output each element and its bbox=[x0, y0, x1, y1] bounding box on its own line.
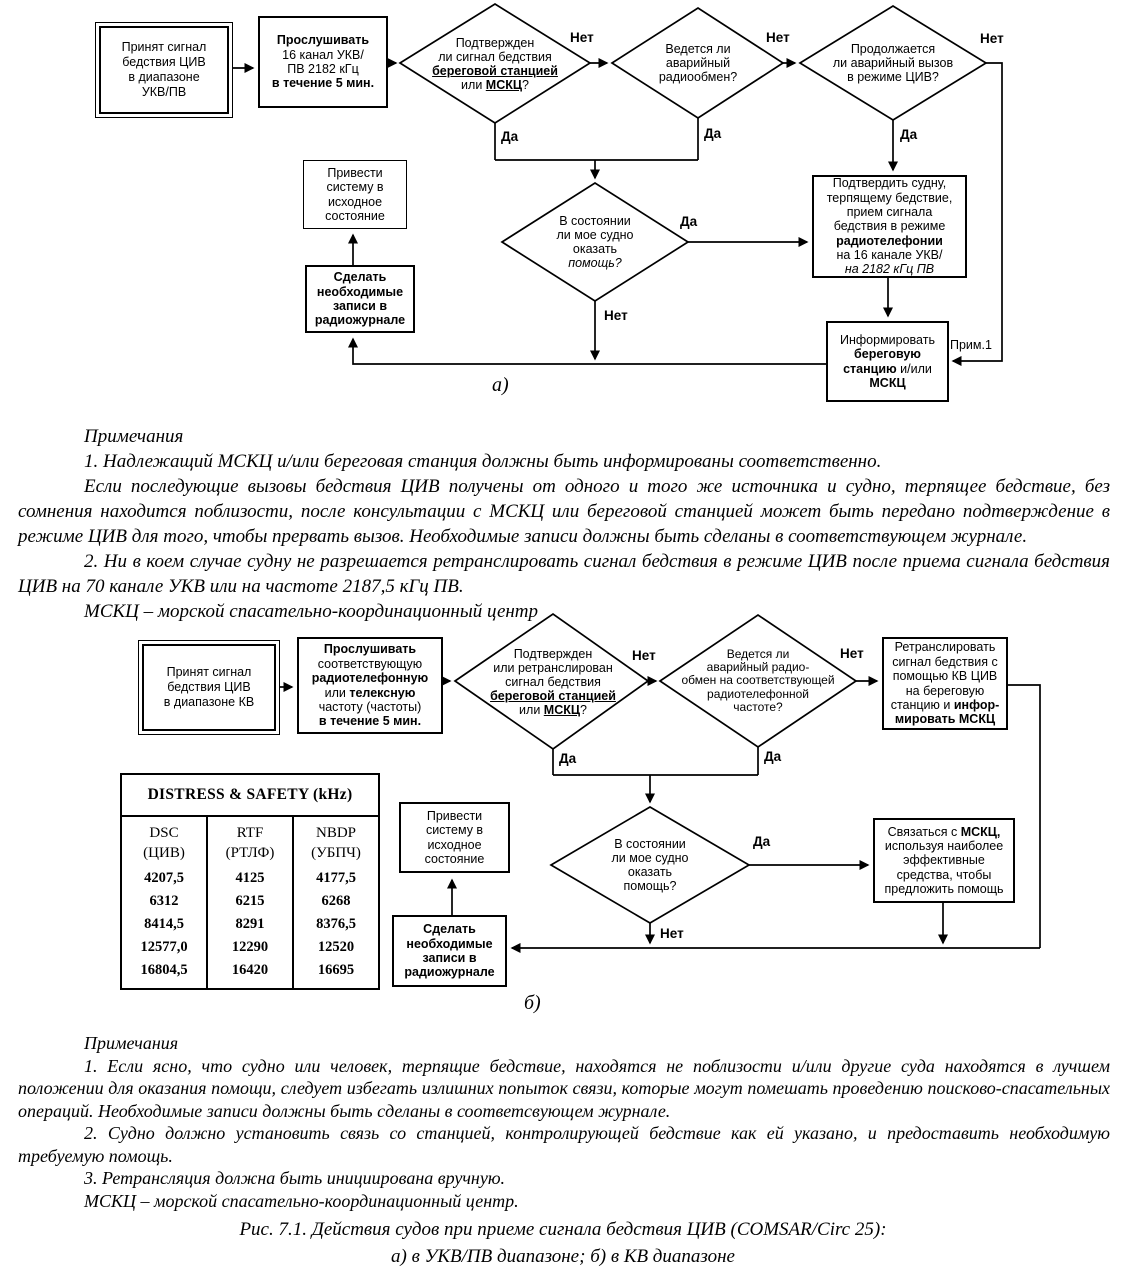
freq-value: 12290 bbox=[231, 939, 269, 955]
freq-value: 16420 bbox=[231, 962, 269, 978]
a-yes-label-4: Да bbox=[680, 214, 698, 229]
freq-value: 8291 bbox=[235, 916, 265, 932]
b-listen-box: Прослушивать соответствующую радиотелефонную или телексную частоту (частоты) в течение 5 мин. bbox=[297, 637, 443, 734]
a-no-label-2: Нет bbox=[766, 30, 790, 45]
b-relay-box: Ретранслировать сигнал бедствия с помощью КВ ЦИВ на береговую станцию и инфор- мировать МСКЦ bbox=[882, 637, 1008, 730]
a-no-label-1: Нет bbox=[570, 30, 594, 45]
figure-caption-line1: Рис. 7.1. Действия судов при приеме сигнала бедствия ЦИВ (COMSAR/Circ 25): bbox=[239, 1219, 887, 1240]
b-no-label-2: Нет bbox=[840, 646, 864, 661]
a-note-ref-label: Прим.1 bbox=[950, 338, 992, 352]
column-header: DSC (ЦИВ) bbox=[143, 825, 185, 861]
distress-safety-frequency-table bbox=[120, 773, 380, 990]
frequency-column-dsc bbox=[122, 817, 206, 988]
notes-b-p2: 2. Судно должно установить связь со станцией, контролирующей бедствие как ей указано, и предоставить необходимую требуемую помощь. bbox=[18, 1123, 1110, 1166]
a-no-label-3: Нет bbox=[980, 31, 1004, 46]
b-reset-system-box: Привести систему в исходное состояние bbox=[399, 802, 510, 873]
b-able-to-assist-diamond-text: В состоянии ли мое судно оказать помощь? bbox=[611, 837, 689, 893]
notes-a-heading: Примечания bbox=[84, 426, 184, 447]
notes-b-p3: 3. Ретрансляция должна быть инициирована вручную. bbox=[84, 1168, 506, 1188]
freq-value: 6215 bbox=[235, 893, 265, 909]
notes-a-p4: МСКЦ – морской спасательно-координационный центр bbox=[84, 601, 539, 622]
b-log-entries-box: Сделать необходимые записи в радиожурнале bbox=[392, 915, 507, 987]
a-log-entries-box: Сделать необходимые записи в радиожурнале bbox=[305, 265, 415, 333]
b-traffic-diamond-text: Ведется ли аварийный радио- обмен на соответствующей радиотелефонной частоте? bbox=[681, 647, 835, 714]
notes-b-p4: МСКЦ – морской спасательно-координационный центр. bbox=[84, 1190, 519, 1211]
a-reset-system-box: Привести систему в исходное состояние bbox=[303, 160, 407, 229]
a-start-text: Принят сигнал бедствия ЦИВ в диапазоне УКВ/ПВ bbox=[99, 26, 229, 114]
notes-a-p3: 2. Ни в коем случае судну не разрешается ретранслировать сигнал бедствия в режиме ЦИВ после приема сигнала бедствия ЦИВ на 70 канале УКВ или на частоте 2187,5 кГц ПВ. bbox=[18, 551, 1110, 597]
freq-value: 4207,5 bbox=[144, 870, 184, 886]
a-able-to-assist-diamond-text: В состоянии ли мое судно оказать помощь? bbox=[556, 214, 634, 270]
b-yes-label-1: Да bbox=[559, 751, 577, 766]
notes-a-p2: Если последующие вызовы бедствия ЦИВ получены от одного и того же источника и судно, терпящее бедствие, без сомнения находится поблизости, после консультации с МСКЦ или береговой станцией может быть передано подтверждение в режиме ЦИВ для того, чтобы прервать вызов. Необходимые записи должны быть сделаны в соответствующем журнале. bbox=[18, 476, 1110, 547]
freq-value: 16804,5 bbox=[140, 962, 188, 978]
b-yes-label-2: Да bbox=[764, 749, 782, 764]
freq-value: 8376,5 bbox=[316, 916, 356, 932]
notes-b-heading: Примечания bbox=[84, 1033, 179, 1053]
b-start-box bbox=[138, 640, 280, 735]
b-no-label-3: Нет bbox=[660, 926, 684, 941]
b-contact-mrcc-box: Связаться с МСКЦ, используя наиболее эффективные средства, чтобы предложить помощь bbox=[873, 818, 1015, 903]
freq-value: 8414,5 bbox=[144, 916, 184, 932]
frequency-table-title: DISTRESS & SAFETY (kHz) bbox=[122, 775, 378, 817]
a-acknowledge-box: Подтвердить судну, терпящему бедствие, прием сигнала бедствия в режиме радиотелефонии на 16 канале УКВ/ на 2182 кГц ПВ bbox=[812, 175, 967, 278]
freq-value: 12577,0 bbox=[140, 939, 188, 955]
a-inform-box: Информировать береговую станцию и/или МСКЦ bbox=[826, 321, 949, 402]
a-start-box bbox=[95, 22, 233, 118]
notes-b-p1: 1. Если ясно, что судно или человек, терпящие бедствие, находятся не поблизости и/или другие суда находятся в лучшем положении для оказания помощи, следует избегать излишних попыток связи, которые могут помешать проведению поисково-спасательных операций. Необходимые записи должны быть сделаны в соответсвующем журнале. bbox=[18, 1055, 1110, 1121]
frequency-column-nbdp bbox=[292, 817, 378, 988]
notes-a-p1: 1. Надлежащий МСКЦ и/или береговая станция должны быть информированы соответственно. bbox=[84, 451, 882, 472]
column-header: NBDP (УБПЧ) bbox=[311, 825, 361, 861]
b-start-text: Принят сигнал бедствия ЦИВ в диапазоне КВ bbox=[142, 644, 276, 731]
freq-value: 6312 bbox=[149, 893, 179, 909]
a-yes-label-2: Да bbox=[704, 126, 722, 141]
a-yes-label-3: Да bbox=[900, 127, 918, 142]
freq-value: 4125 bbox=[235, 870, 265, 886]
a-call-continues-diamond-text: Продолжается ли аварийный вызов в режиме ЦИВ? bbox=[832, 42, 954, 84]
frequency-column-rtf bbox=[206, 817, 292, 988]
b-figure-label: б) bbox=[524, 992, 541, 1014]
notes-b bbox=[18, 1032, 1110, 1212]
freq-value: 12520 bbox=[317, 939, 355, 955]
b-confirmed-diamond-text: Подтвержден или ретранслирован сигнал бедствия береговой станцией или МСКЦ? bbox=[490, 647, 616, 717]
a-listen-box: Прослушивать 16 канал УКВ/ ПВ 2182 кГц в течение 5 мин. bbox=[258, 16, 388, 108]
figure-caption-line2: а) в УКВ/ПВ диапазоне; б) в КВ диапазоне bbox=[391, 1246, 735, 1267]
column-header: RTF (РТЛФ) bbox=[225, 825, 275, 861]
a-traffic-diamond-text: Ведется ли аварийный радиообмен? bbox=[658, 42, 738, 84]
a-confirmed-diamond-text: Подтвержден ли сигнал бедствия береговой станцией или МСКЦ? bbox=[432, 36, 558, 92]
freq-value: 4177,5 bbox=[316, 870, 356, 886]
notes-a bbox=[18, 424, 1110, 624]
figure-caption bbox=[0, 1216, 1126, 1270]
a-yes-label-1: Да bbox=[501, 129, 519, 144]
a-figure-label: а) bbox=[492, 374, 509, 396]
b-no-label-1: Нет bbox=[632, 648, 656, 663]
b-yes-label-3: Да bbox=[753, 834, 771, 849]
a-no-label-4: Нет bbox=[604, 308, 628, 323]
freq-value: 16695 bbox=[317, 962, 355, 978]
freq-value: 6268 bbox=[321, 893, 351, 909]
